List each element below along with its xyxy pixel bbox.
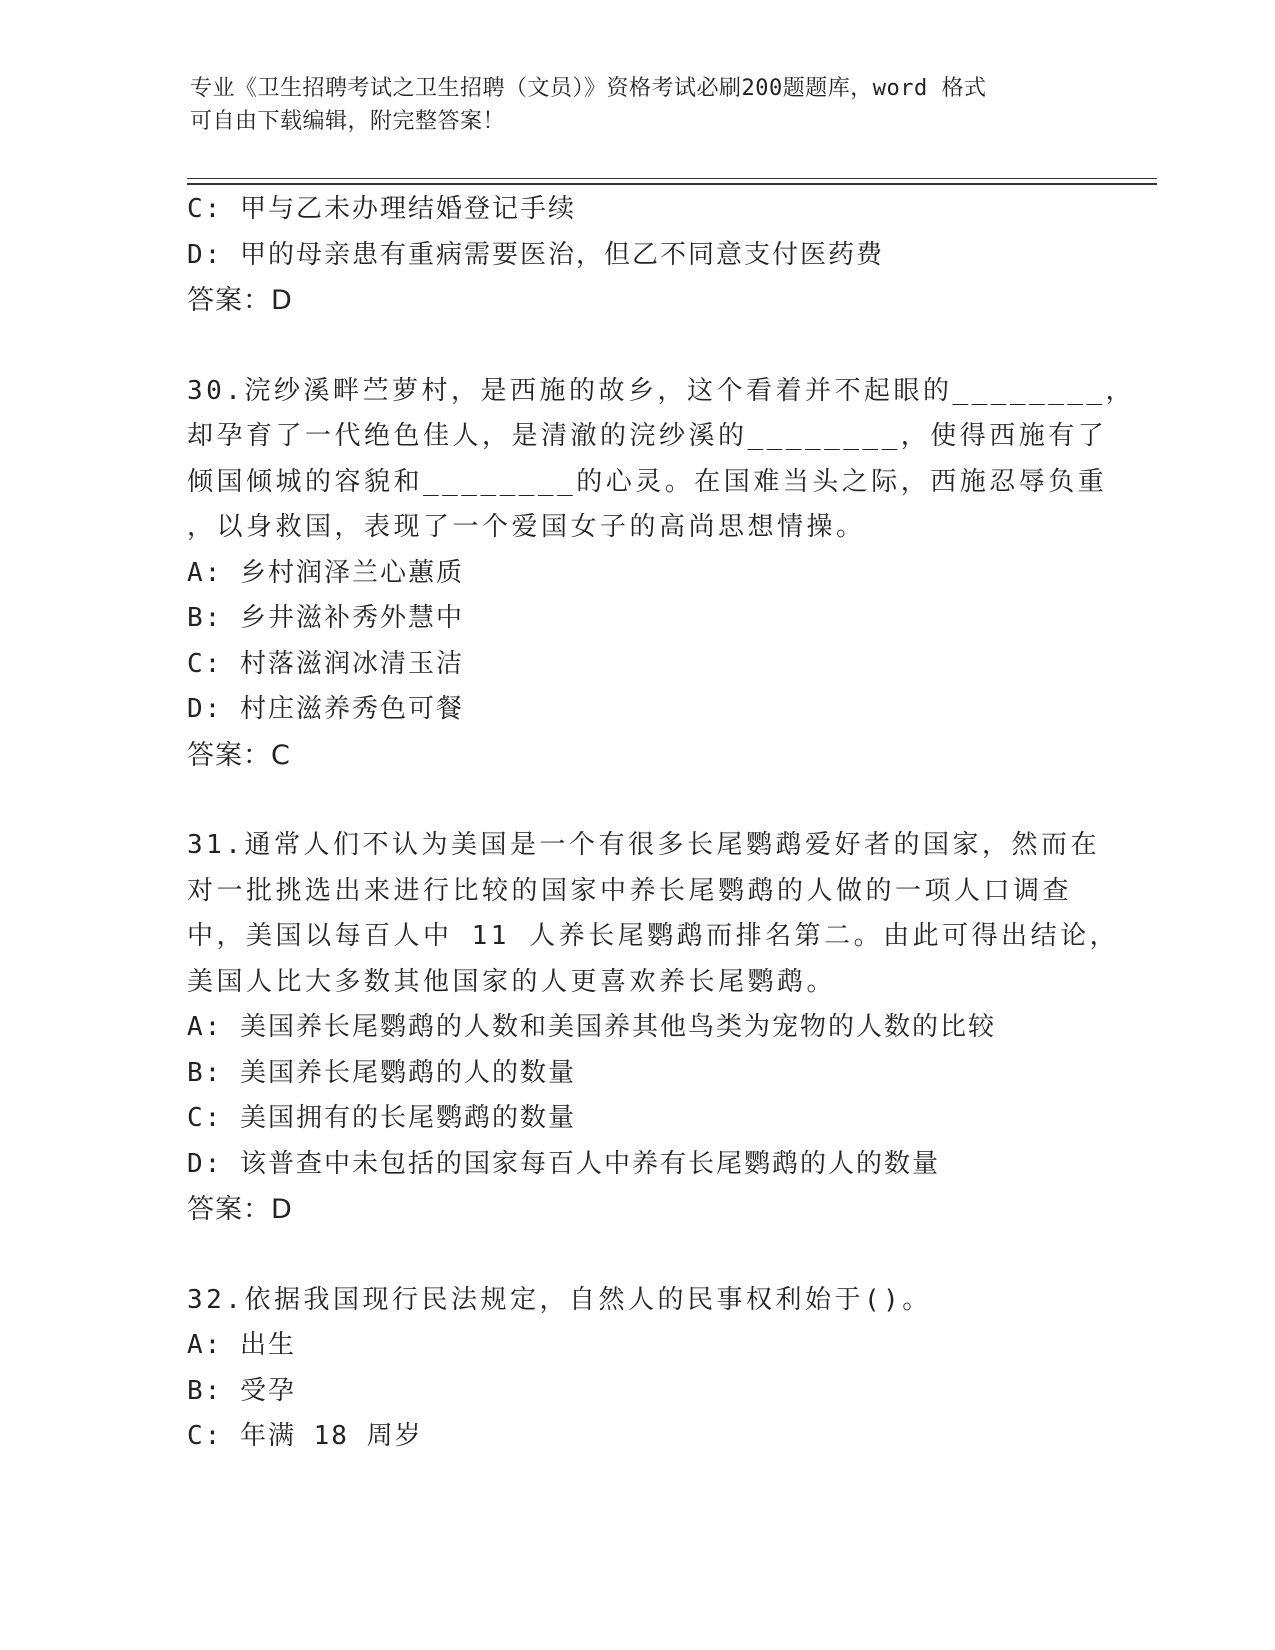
question-stem-line: 32.依据我国现行民法规定，自然人的民事权利始于()。 (187, 1284, 932, 1315)
question-stem-line: ，以身救国，表现了一个爱国女子的高尚思想情操。 (187, 512, 866, 542)
page-header (190, 72, 1090, 138)
question-stem-line: 30.浣纱溪畔苎萝村，是西施的故乡，这个看着并不起眼的________， (187, 375, 1136, 406)
option-b: B: 受孕 (187, 1375, 296, 1406)
option-c: C: 年满 18 周岁 (187, 1421, 423, 1451)
option-d: D: 甲的母亲患有重病需要医治，但乙不同意支付医药费 (187, 239, 884, 270)
question-stem-line: 却孕育了一代绝色佳人，是清澈的浣纱溪的________，使得西施有了 (187, 421, 1108, 451)
question-stem-line: 中，美国以每百人中 11 人养长尾鹦鹉而排名第二。由此可得出结论， (187, 921, 1120, 951)
header-title-line-2: 可自由下载编辑，附完整答案！ (190, 109, 506, 134)
page-content (187, 187, 1136, 1460)
option-d: D: 村庄滋养秀色可餐 (187, 694, 464, 724)
option-d: D: 该普查中未包括的国家每百人中养有长尾鹦鹉的人的数量 (187, 1148, 940, 1179)
question-stem-line: 美国人比大多数其他国家的人更喜欢养长尾鹦鹉。 (187, 966, 837, 997)
option-c: C: 村落滋润冰清玉洁 (187, 648, 464, 679)
answer-line: 答案：D (187, 1194, 293, 1225)
spacer (187, 778, 1087, 823)
header-title-line-1: 专业《卫生招聘考试之卫生招聘（文员）》资格考试必刷200题题库，word 格式 (190, 76, 987, 101)
question-32 (187, 1278, 1087, 1460)
option-c: C: 美国拥有的长尾鹦鹉的数量 (187, 1103, 576, 1133)
answer-line: 答案：C (187, 739, 291, 771)
spacer (187, 324, 1087, 369)
question-29-continued (187, 187, 1087, 324)
question-30 (187, 369, 1136, 779)
header-divider-thin (187, 178, 1157, 179)
question-31 (187, 823, 1120, 1233)
option-a: A: 乡村润泽兰心蕙质 (187, 557, 464, 588)
question-stem-line: 倾国倾城的容貌和________的心灵。在国难当头之际，西施忍辱负重 (187, 466, 1108, 497)
option-a: A: 美国养长尾鹦鹉的人数和美国养其他鸟类为宠物的人数的比较 (187, 1012, 996, 1042)
option-c: C: 甲与乙未办理结婚登记手续 (187, 194, 576, 224)
question-stem-line: 31.通常人们不认为美国是一个有很多长尾鹦鹉爱好者的国家，然而在 (187, 830, 1100, 860)
answer-line: 答案：D (187, 285, 293, 316)
option-b: B: 美国养长尾鹦鹉的人的数量 (187, 1057, 576, 1088)
option-b: B: 乡井滋补秀外慧中 (187, 603, 464, 633)
question-stem-line: 对一批挑选出来进行比较的国家中养长尾鹦鹉的人做的一项人口调查 (187, 875, 1073, 906)
spacer (187, 1233, 1087, 1278)
header-divider-thick (187, 183, 1157, 185)
option-a: A: 出生 (187, 1330, 296, 1360)
